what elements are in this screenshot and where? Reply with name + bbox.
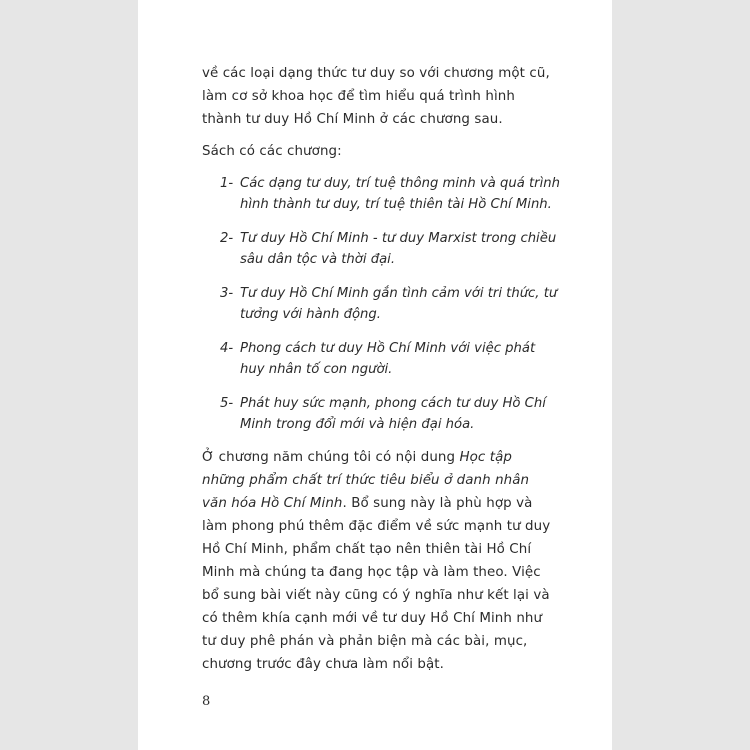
chapter-number: 3- <box>220 286 234 301</box>
main-paragraph <box>202 446 558 676</box>
chapter-number: 2- <box>220 231 234 246</box>
chapter-title: Phát huy sức mạnh, phong cách tư duy Hồ Chí Minh trong đổi mới và hiện đại hóa. <box>240 396 546 432</box>
main-text-end: . Bổ sung này là phù hợp và làm phong phú thêm đặc điểm về sức mạnh tư duy Hồ Chí Minh, phẩm chất tạo nên thiên tài Hồ Chí Minh mà chúng ta đang học tập và làm theo. Việc bổ sung bài viết này cũng có ý nghĩa như kết lại và có thêm khía cạnh mới về tư duy Hồ Chí Minh như tư duy phê phán và phản biện mà các bài, mục, chương trước đây chưa làm nổi bật. <box>202 496 551 672</box>
list-item <box>220 338 560 380</box>
chapter-title: Tư duy Hồ Chí Minh gắn tình cảm với tri thức, tư tưởng với hành động. <box>240 286 558 322</box>
intro-paragraph: về các loại dạng thức tư duy so với chương một cũ, làm cơ sở khoa học để tìm hiểu quá trình hình thành tư duy Hồ Chí Minh ở các chương sau. <box>202 66 550 127</box>
book-page <box>138 0 612 750</box>
main-italic-title: Học tập những phẩm chất trí thức tiêu biểu ở danh nhân văn hóa Hồ Chí Minh <box>202 450 530 511</box>
main-text-start: Ở chương năm chúng tôi có nội dung <box>202 450 460 465</box>
chapter-number: 5- <box>220 396 234 411</box>
chapter-number: 4- <box>220 341 234 356</box>
chapter-title: Phong cách tư duy Hồ Chí Minh với việc phát huy nhân tố con người. <box>240 341 536 377</box>
page-number: 8 <box>202 694 211 709</box>
list-item <box>220 283 560 325</box>
list-item <box>220 173 560 215</box>
list-item <box>220 228 560 270</box>
chapter-number: 1- <box>220 176 234 191</box>
chapters-heading: Sách có các chương: <box>202 144 342 159</box>
chapter-title: Các dạng tư duy, trí tuệ thông minh và quá trình hình thành tư duy, trí tuệ thiên tài Hồ Chí Minh. <box>240 176 560 212</box>
list-item <box>220 393 560 435</box>
chapter-title: Tư duy Hồ Chí Minh - tư duy Marxist trong chiều sâu dân tộc và thời đại. <box>240 231 557 267</box>
